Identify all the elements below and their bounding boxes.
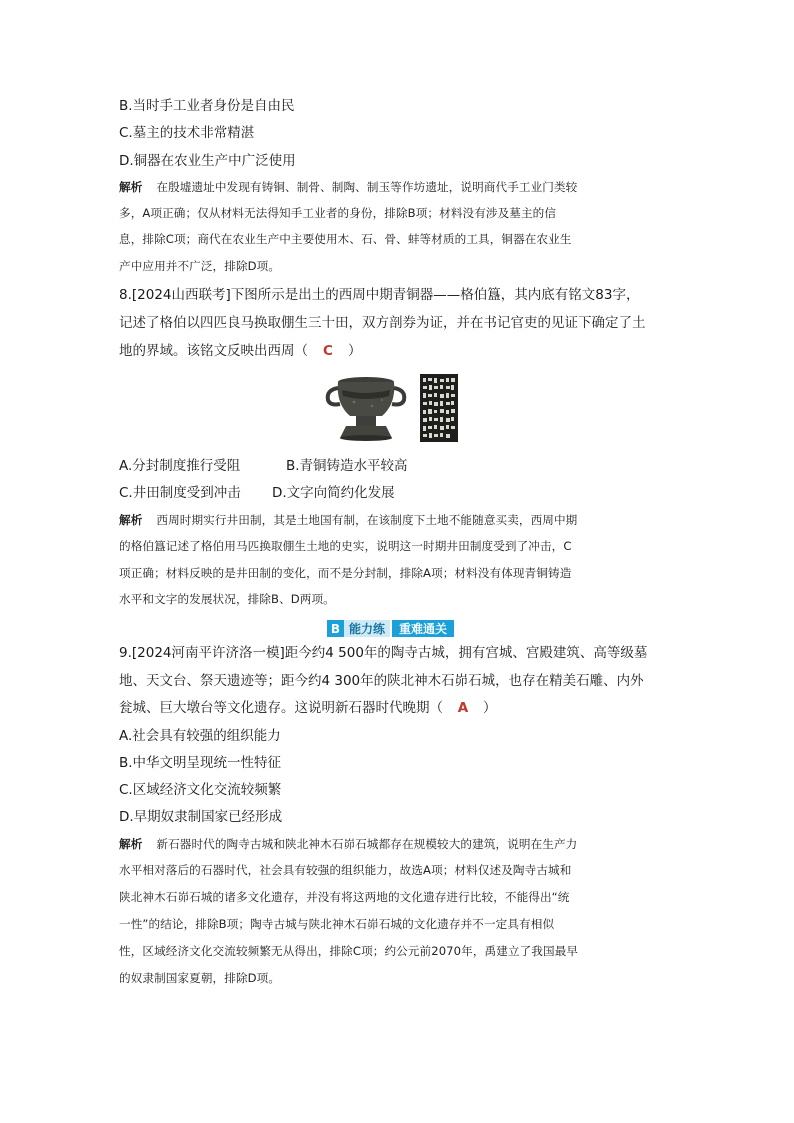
q9-answer: A bbox=[457, 700, 469, 716]
q9-option-c: C.区域经济文化交流较频繁 bbox=[119, 782, 282, 798]
q7-explanation-line: 息，排除C项；商代在农业生产中主要使用木、石、骨、蚌等材质的工具，铜器在农业生 bbox=[119, 232, 572, 246]
q7-option-b: B.当时手工业者身份是自由民 bbox=[119, 98, 295, 114]
q9-stem-line: 瓮城、巨大墩台等文化遗存。这说明新石器时代晚期（ A ） bbox=[119, 700, 497, 716]
q8-stem-line: 地的界域。该铭文反映出西周（ C ） bbox=[119, 343, 362, 359]
q9-explanation-line: 性，区域经济文化交流较频繁无从得出，排除C项；约公元前2070年，禹建立了我国最早 bbox=[119, 944, 579, 958]
q8-option-a: A.分封制度推行受阻 bbox=[119, 458, 241, 474]
q7-option-c: C.墓主的技术非常精湛 bbox=[119, 125, 255, 141]
q8-option-c: C.井田制度受到冲击 bbox=[119, 485, 241, 501]
section-banner-subtitle: 重难通关 bbox=[392, 620, 454, 637]
q8-explanation-line: 项正确；材料反映的是井田制的变化，而不是分封制，排除A项；材料没有体现青铜铸造 bbox=[119, 566, 572, 580]
q9-explanation-line: 的奴隶制国家夏朝，排除D项。 bbox=[119, 971, 281, 985]
q9-stem-line: 地、天文台、祭天遗迹等；距今约4 300年的陕北神木石峁石城，也存在精美石雕、内外 bbox=[119, 673, 644, 689]
q7-option-d: D.铜器在农业生产中广泛使用 bbox=[119, 153, 296, 169]
q8-option-d: D.文字向简约化发展 bbox=[272, 485, 395, 501]
q8-explanation-label: 解析 bbox=[119, 513, 143, 527]
section-banner-title: 能力练 bbox=[344, 620, 390, 637]
q8-stem-line: 记述了格伯以四匹良马换取倗生三十田，双方剖券为证，并在书记官吏的见证下确定了土 bbox=[119, 315, 646, 331]
bronze-vessel-figure bbox=[324, 372, 474, 444]
q7-explanation-label: 解析 bbox=[119, 180, 143, 194]
q9-option-a: A.社会具有较强的组织能力 bbox=[119, 728, 281, 744]
q8-explanation-line: 解析 西周时期实行井田制，其是土地国有制，在该制度下土地不能随意买卖，西周中期 bbox=[119, 513, 578, 527]
q7-explanation-line: 多，A项正确；仅从材料无法得知手工业者的身份，排除B项；材料没有涉及墓主的信 bbox=[119, 206, 557, 220]
q8-answer: C bbox=[323, 343, 333, 359]
q9-option-b: B.中华文明呈现统一性特征 bbox=[119, 755, 282, 771]
section-banner bbox=[327, 620, 454, 637]
inscription-rubbing-image bbox=[420, 374, 458, 442]
q9-explanation-label: 解析 bbox=[119, 837, 143, 851]
q8-stem-line: 8.[2024山西联考]下图所示是出土的西周中期青铜器——格伯簋，其内底有铭文83字， bbox=[119, 287, 640, 303]
q7-explanation-line: 产中应用并不广泛，排除D项。 bbox=[119, 259, 281, 273]
q9-explanation-line: 水平相对落后的石器时代，社会具有较强的组织能力，故选A项；材料仅述及陶寺古城和 bbox=[119, 863, 572, 877]
q8-explanation-line: 水平和文字的发展状况，排除B、D两项。 bbox=[119, 592, 335, 606]
q8-option-b: B.青铜铸造水平较高 bbox=[286, 458, 408, 474]
q9-stem-line: 9.[2024河南平许济洛一模]距今约4 500年的陶寺古城，拥有宫城、宫殿建筑、高等级墓 bbox=[119, 645, 648, 661]
q9-option-d: D.早期奴隶制国家已经形成 bbox=[119, 809, 283, 825]
q9-explanation-line: 解析 新石器时代的陶寺古城和陕北神木石峁石城都存在规模较大的建筑，说明在生产力 bbox=[119, 837, 578, 851]
q8-options-row-1 bbox=[119, 456, 408, 476]
section-banner-letter: B bbox=[327, 620, 344, 637]
q7-explanation-line: 解析 在殷墟遗址中发现有铸铜、制骨、制陶、制玉等作坊遗址，说明商代手工业门类较 bbox=[119, 180, 578, 194]
q9-explanation-line: 一性”的结论，排除B项；陶寺古城与陕北神木石峁石城的文化遗存并不一定具有相似 bbox=[119, 917, 555, 931]
q8-options-row-2 bbox=[119, 483, 395, 503]
q9-explanation-line: 陕北神木石峁石城的诸多文化遗存，并没有将这两地的文化遗存进行比较，不能得出“统 bbox=[119, 890, 570, 904]
q8-explanation-line: 的格伯簋记述了格伯用马匹换取倗生土地的史实，说明这一时期井田制度受到了冲击，C bbox=[119, 539, 572, 553]
